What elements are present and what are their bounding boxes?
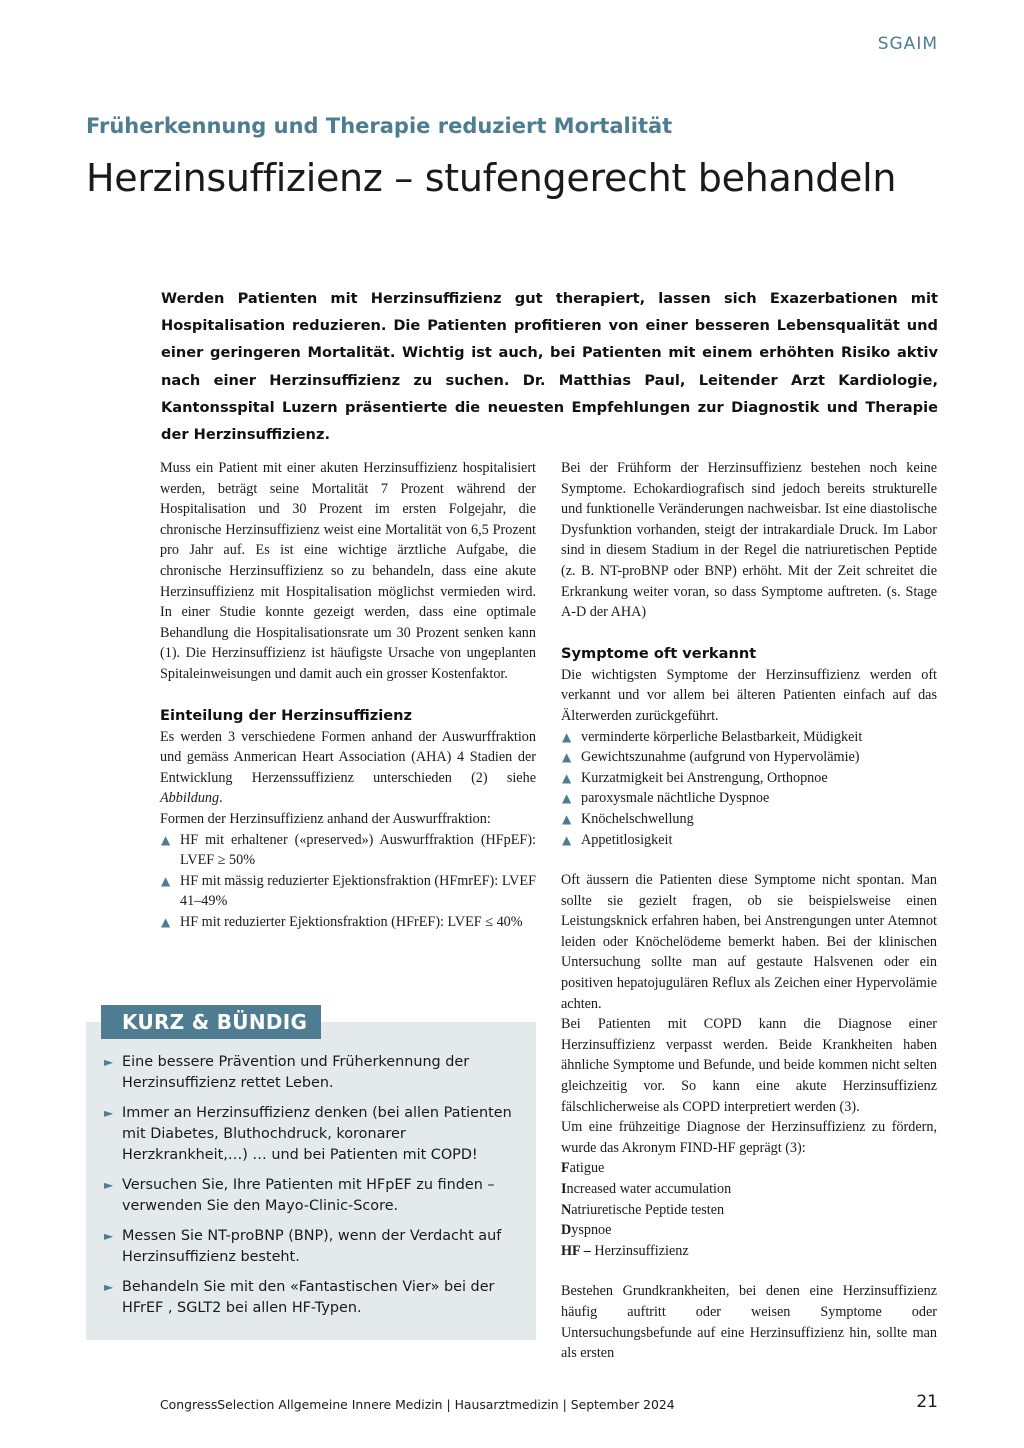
list-item <box>561 768 937 789</box>
abbildung-ref: Abbildung <box>160 790 220 807</box>
list-item-text: Knöchelschwellung <box>581 810 694 827</box>
find-hf-paragraph: Um eine frühzeitige Diagnose der Herzinsuffizienz zu fördern, wurde das Akronym FIND-HF geprägt (3): <box>561 1119 937 1156</box>
list-item-text: paroxysmale nächtliche Dyspnoe <box>581 790 770 807</box>
arrow-right-icon: ► <box>104 1178 114 1192</box>
acronym-letter: HF – <box>561 1242 591 1259</box>
einteilung-end: . <box>219 790 223 807</box>
list-item <box>160 912 536 933</box>
acronym-letter: N <box>561 1201 572 1218</box>
acronym-letter: D <box>561 1222 572 1239</box>
triangle-icon: ▲ <box>161 914 171 929</box>
list-item-text: Appetitlosigkeit <box>581 831 673 848</box>
article-title: Herzinsuffizienz – stufengerecht behandeln <box>86 156 897 200</box>
arrow-right-icon: ► <box>104 1280 114 1294</box>
acronym-item <box>561 1179 937 1200</box>
list-item <box>561 747 937 768</box>
list-item <box>104 1052 524 1094</box>
arrow-right-icon: ► <box>104 1055 114 1069</box>
acronym-rest: yspnoe <box>571 1222 612 1239</box>
forms-intro: Formen der Herzinsuffizienz anhand der Auswurffraktion: <box>160 810 491 827</box>
footer-publication: CongressSelection Allgemeine Innere Medizin | Hausarztmedizin | September 2024 <box>160 1397 675 1412</box>
triangle-icon: ▲ <box>161 832 171 847</box>
list-item-text: Gewichtszunahme (aufgrund von Hypervolämie) <box>581 749 860 766</box>
list-item-text: verminderte körperliche Belastbarkeit, Müdigkeit <box>581 728 863 745</box>
list-item <box>104 1226 524 1268</box>
acronym-item <box>561 1158 937 1179</box>
acronym-item <box>561 1220 937 1241</box>
section-tag: SGAIM <box>877 34 938 54</box>
arrow-right-icon: ► <box>104 1106 114 1120</box>
einteilung-paragraph <box>160 727 536 809</box>
list-item <box>104 1175 524 1217</box>
intro-paragraph: Muss ein Patient mit einer akuten Herzinsuffizienz hospitalisiert werden, beträgt seine Mortalität 7 Prozent während der Hospitalisation und 30 Prozent im ersten Folgejahr, die chronische Herzinsuffizienz weist eine Mortalität von 6,5 Prozent pro Jahr auf. Es ist eine wichtige ärztliche Aufgabe, die chronische Herzinsuffizienz so zu behandeln, dass eine akute Herzinsuffizienz mit Hospitalisation möglichst vermieden wird. In einer Studie konnte gezeigt werden, dass eine optimale Behandlung die Hospitalisationsrate um 30 Prozent senken kann (1). Die Herzinsuffizienz ist häufigste Ursache von ungeplanten Spitaleinweisungen und damit auch ein grosser Kostenfaktor. <box>160 460 536 682</box>
list-item-text: Kurzatmigkeit bei Anstrengung, Orthopnoe <box>581 769 828 786</box>
list-item <box>561 809 937 830</box>
acronym-rest: atriuretische Peptide testen <box>571 1201 725 1218</box>
acronym-rest: atigue <box>569 1160 605 1177</box>
acronym-rest: Herzinsuffizienz <box>590 1242 689 1259</box>
list-item-text: HF mit mässig reduzierter Ejektionsfraktion (HFmrEF): LVEF 41–49% <box>180 872 536 910</box>
acronym-list <box>561 1158 937 1261</box>
list-item-text: Versuchen Sie, Ihre Patienten mit HFpEF zu finden – verwenden Sie den Mayo-Clinic-Score. <box>122 1177 495 1214</box>
heading-symptome: Symptome oft verkannt <box>561 644 757 662</box>
right-column <box>561 458 937 1364</box>
list-item-text: Messen Sie NT-proBNP (BNP), wenn der Verdacht auf Herzinsuffizienz besteht. <box>122 1228 502 1265</box>
triangle-icon: ▲ <box>562 811 572 826</box>
forms-list <box>160 830 536 933</box>
arrow-right-icon: ► <box>104 1229 114 1243</box>
left-column <box>160 458 536 932</box>
list-item <box>160 830 536 871</box>
summary-box-title: KURZ & BÜNDIG <box>101 1005 321 1039</box>
summary-list <box>104 1052 524 1328</box>
triangle-icon: ▲ <box>562 770 572 785</box>
acronym-letter: F <box>561 1160 570 1177</box>
copd-paragraph: Bei Patienten mit COPD kann die Diagnose einer Herzinsuffizienz verpasst werden. Beide Krankheiten haben ähnliche Symptome und Befunde, und beide kommen nicht selten gleichzeitig vor. So kann eine akute Herzinsuffizienz fälschlicherweise als COPD interpretiert werden (3). <box>561 1016 937 1115</box>
list-item <box>104 1103 524 1166</box>
list-item-text: HF mit erhaltener («preserved») Auswurffraktion (HFpEF): LVEF ≥ 50% <box>180 831 536 869</box>
triangle-icon: ▲ <box>161 873 171 888</box>
einteilung-text: Es werden 3 verschiedene Formen anhand der Auswurffraktion und gemäss Anmerican Heart Association (AHA) 4 Stadien der Entwicklung Herzenssuffizienz unterschieden (2) siehe <box>160 728 536 786</box>
list-item-text: Behandeln Sie mit den «Fantastischen Vier» bei der HFrEF , SGLT2 bei allen HF-Typen. <box>122 1279 495 1316</box>
heading-einteilung: Einteilung der Herzinsuffizienz <box>160 706 412 724</box>
triangle-icon: ▲ <box>562 750 572 765</box>
article-lead: Werden Patienten mit Herzinsuffizienz gut therapiert, lassen sich Exazerbationen mit Hospitalisation reduzieren. Die Patienten profitieren von einer besseren Lebensqualität und einer geringeren Mortalität. Wichtig ist auch, bei Patienten mit einem erhöhten Risiko aktiv nach einer Herzinsuffizienz zu suchen. Dr. Matthias Paul, Leitender Arzt Kardiologie, Kantonsspital Luzern präsentierte die neuesten Empfehlungen zur Diagnostik und Therapie der Herzinsuffizienz. <box>161 290 938 444</box>
triangle-icon: ▲ <box>562 791 572 806</box>
symptoms-list <box>561 727 937 851</box>
triangle-icon: ▲ <box>562 832 572 847</box>
list-item <box>561 788 937 809</box>
list-item <box>561 830 937 851</box>
list-item-text: Immer an Herzinsuffizienz denken (bei allen Patienten mit Diabetes, Bluthochdruck, koronarer Herzkrankheit,…) … und bei Patienten mit COPD! <box>122 1105 512 1163</box>
symptome-intro: Die wichtigsten Symptome der Herzinsuffizienz werden oft verkannt und vor allem bei älteren Patienten einfach auf das Älterwerden zurückgeführt. <box>561 666 937 724</box>
acronym-item <box>561 1200 937 1221</box>
spontan-paragraph: Oft äussern die Patienten diese Symptome nicht spontan. Man sollte sie gezielt fragen, ob sie beispielsweise einen Leistungsknick erfahren haben, bei Anstrengungen unter Atemnot leiden oder Knöchelödeme bemerkt haben. Bei der klinischen Untersuchung sollte man auf gestaute Halsvenen oder ein positiven hepatojugulären Reflux als Zeichen einer Hypervolämie achten. <box>561 872 937 1012</box>
list-item <box>160 871 536 912</box>
list-item <box>561 727 937 748</box>
list-item-text: HF mit reduzierter Ejektionsfraktion (HFrEF): LVEF ≤ 40% <box>180 913 523 930</box>
triangle-icon: ▲ <box>562 729 572 744</box>
article-kicker: Früherkennung und Therapie reduziert Mortalität <box>86 114 673 138</box>
acronym-item <box>561 1241 937 1262</box>
acronym-rest: ncreased water accumulation <box>566 1181 732 1197</box>
grundkrankheiten-paragraph: Bestehen Grundkrankheiten, bei denen eine Herzinsuffizienz häufig auftritt oder weisen Symptome oder Untersuchungsbefunde auf eine Herzinsuffizienz hin, sollte man als ersten <box>561 1283 937 1362</box>
page-number: 21 <box>916 1392 938 1412</box>
fruehform-paragraph: Bei der Frühform der Herzinsuffizienz bestehen noch keine Symptome. Echokardiografisch sind jedoch bereits strukturelle und funktionelle Veränderungen nachweisbar. Ist eine diastolische Dysfunktion vorhanden, steigt der intrakardiale Druck. Im Labor sind in diesem Stadium in der Regel die natriuretischen Peptide (z. B. NT-proBNP oder BNP) erhöht. Mit der Zeit schreitet die Erkrankung weiter voran, so dass Symptome auftreten. (s. Stage A-D der AHA) <box>561 460 937 621</box>
acronym-letter: I <box>561 1181 567 1197</box>
list-item <box>104 1277 524 1319</box>
list-item-text: Eine bessere Prävention und Früherkennung der Herzinsuffizienz rettet Leben. <box>122 1054 470 1091</box>
